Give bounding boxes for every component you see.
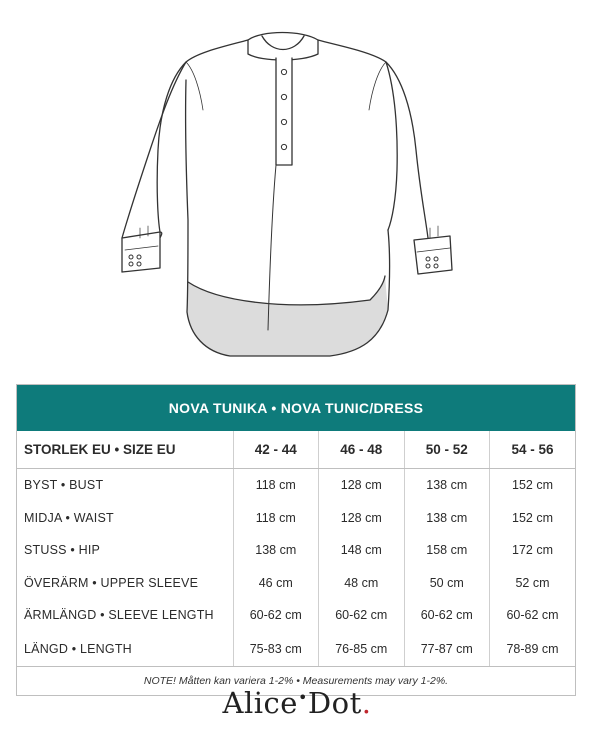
brand-name-second: Dot — [307, 686, 362, 720]
measurement-label: LÄNGD • LENGTH — [24, 641, 132, 656]
measurement-value: 77-87 cm — [404, 632, 490, 666]
size-table — [17, 431, 575, 666]
measurement-label: MIDJA • WAIST — [24, 510, 114, 525]
measurement-value: 138 cm — [404, 469, 490, 502]
measurement-value: 138 cm — [404, 502, 490, 535]
table-row — [17, 632, 575, 666]
size-header-row — [17, 431, 575, 469]
measurement-note: NOTE! Måtten kan variera 1-2% • Measurements may vary 1-2%. — [17, 666, 575, 695]
measurement-label: STUSS • HIP — [24, 543, 101, 558]
measurement-value: 76-85 cm — [319, 632, 405, 666]
product-title-banner: NOVA TUNIKA • NOVA TUNIC/DRESS — [17, 385, 575, 431]
size-chart — [16, 384, 576, 696]
measurement-value: 118 cm — [233, 469, 319, 502]
measurement-value: 52 cm — [490, 567, 576, 600]
measurement-value: 128 cm — [319, 469, 405, 502]
brand-dot-mark: . — [361, 686, 372, 720]
measurement-value: 60-62 cm — [233, 599, 319, 632]
size-column-header: 42 - 44 — [233, 431, 319, 469]
measurement-value: 48 cm — [319, 567, 405, 600]
brand-logo — [0, 686, 594, 720]
measurement-value: 138 cm — [233, 534, 319, 567]
brand-name-first: Alice — [222, 686, 298, 720]
measurement-label: ÖVERÄRM • UPPER SLEEVE — [24, 575, 199, 590]
table-row — [17, 469, 575, 502]
measurement-value: 60-62 cm — [490, 599, 576, 632]
size-header-label: STORLEK EU • SIZE EU — [17, 431, 233, 469]
size-column-header: 50 - 52 — [404, 431, 490, 469]
measurement-value: 75-83 cm — [233, 632, 319, 666]
measurement-value: 118 cm — [233, 502, 319, 535]
measurement-label: BYST • BUST — [24, 478, 104, 493]
measurement-value: 78-89 cm — [490, 632, 576, 666]
measurement-value: 148 cm — [319, 534, 405, 567]
measurement-value: 60-62 cm — [319, 599, 405, 632]
measurement-value: 152 cm — [490, 502, 576, 535]
measurement-value: 158 cm — [404, 534, 490, 567]
size-column-header: 54 - 56 — [490, 431, 576, 469]
table-row — [17, 567, 575, 600]
table-row — [17, 599, 575, 632]
measurement-value: 50 cm — [404, 567, 490, 600]
measurement-value: 128 cm — [319, 502, 405, 535]
table-row — [17, 534, 575, 567]
measurement-value: 60-62 cm — [404, 599, 490, 632]
measurement-value: 46 cm — [233, 567, 319, 600]
measurement-value: 172 cm — [490, 534, 576, 567]
brand-name-separator: • — [297, 688, 308, 707]
table-row — [17, 502, 575, 535]
size-column-header: 46 - 48 — [319, 431, 405, 469]
measurement-label: ÄRMLÄNGD • SLEEVE LENGTH — [24, 608, 214, 623]
measurement-value: 152 cm — [490, 469, 576, 502]
